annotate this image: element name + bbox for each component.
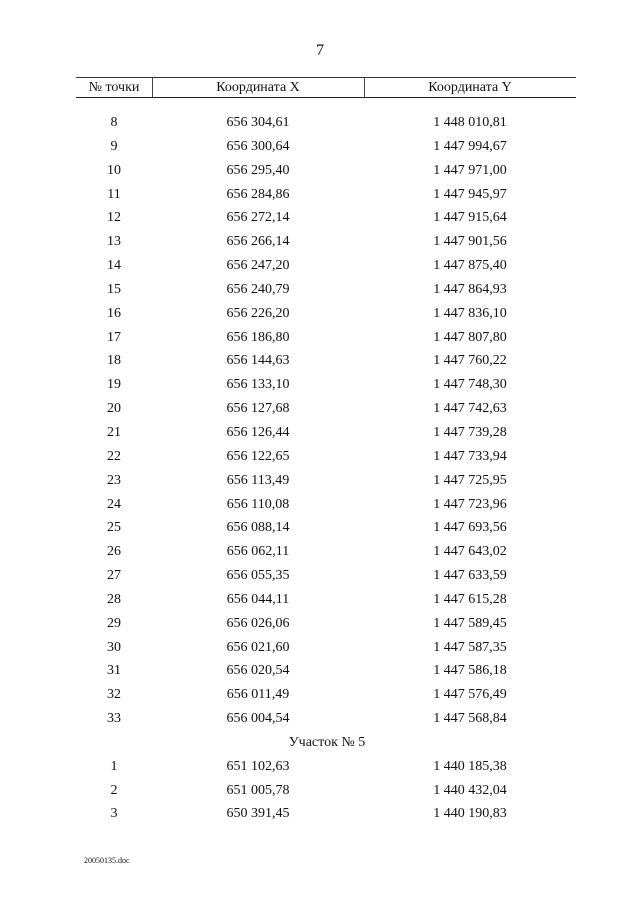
point-number: 2 xyxy=(110,782,118,798)
point-number: 26 xyxy=(107,544,121,560)
header-point-number: № точки xyxy=(88,80,140,95)
page-number: 7 xyxy=(316,42,324,59)
coordinate-x: 656 247,20 xyxy=(226,258,290,274)
coordinate-y: 1 447 643,02 xyxy=(433,544,507,560)
footer-filename: 20050135.doc xyxy=(84,856,130,865)
point-number: 15 xyxy=(107,281,121,297)
table-row xyxy=(0,280,640,304)
table-header xyxy=(76,77,576,98)
point-number: 10 xyxy=(107,162,121,178)
point-number: 27 xyxy=(107,568,121,584)
table-row xyxy=(0,423,640,447)
coordinate-x: 656 144,63 xyxy=(226,353,290,369)
point-number: 24 xyxy=(107,496,121,512)
point-number: 3 xyxy=(110,806,118,822)
point-number: 11 xyxy=(107,186,121,202)
header-coordinate-x: Координата X xyxy=(216,80,300,95)
coordinate-y: 1 447 836,10 xyxy=(433,305,507,321)
coordinate-x: 656 300,64 xyxy=(226,138,290,154)
table-row xyxy=(0,447,640,471)
point-number: 14 xyxy=(107,258,121,274)
table-row xyxy=(0,709,640,733)
table-row xyxy=(0,685,640,709)
point-number: 9 xyxy=(110,138,118,154)
table-row xyxy=(0,399,640,423)
coordinate-x: 656 062,11 xyxy=(226,544,290,560)
point-number: 1 xyxy=(110,758,118,774)
table-row xyxy=(0,328,640,352)
coordinate-y: 1 447 733,94 xyxy=(433,448,507,464)
point-number: 8 xyxy=(110,115,118,130)
coordinate-x: 656 088,14 xyxy=(226,520,290,536)
table-row xyxy=(0,137,640,161)
coordinate-y: 1 447 739,28 xyxy=(433,424,507,440)
coordinate-x: 651 102,63 xyxy=(226,758,290,774)
coordinate-x: 656 272,14 xyxy=(226,210,290,226)
coordinate-y: 1 447 568,84 xyxy=(433,711,507,727)
coordinate-y: 1 447 589,45 xyxy=(433,615,507,631)
table-row xyxy=(0,804,640,828)
table-row xyxy=(0,542,640,566)
table-row xyxy=(0,232,640,256)
coordinate-y: 1 447 901,56 xyxy=(433,234,507,250)
point-number: 29 xyxy=(107,615,121,631)
coordinate-x: 650 391,45 xyxy=(226,806,290,822)
point-number: 28 xyxy=(107,591,121,607)
point-number: 18 xyxy=(107,353,121,369)
coordinate-x: 656 127,68 xyxy=(226,401,290,417)
section-title: Участок № 5 xyxy=(288,734,366,750)
coordinate-y: 1 447 945,97 xyxy=(433,186,507,202)
coordinate-x: 656 304,61 xyxy=(226,115,290,130)
coordinate-x: 656 122,65 xyxy=(226,448,290,464)
table-row xyxy=(0,757,640,781)
coordinate-x: 656 240,79 xyxy=(226,281,290,297)
table-row xyxy=(0,185,640,209)
coordinate-y: 1 447 742,63 xyxy=(433,401,507,417)
point-number: 16 xyxy=(107,305,121,321)
coordinate-y: 1 440 185,38 xyxy=(433,758,507,774)
table-row xyxy=(0,590,640,614)
coordinate-x: 656 226,20 xyxy=(226,305,290,321)
table-row xyxy=(0,375,640,399)
coordinate-y: 1 447 875,40 xyxy=(433,258,507,274)
table-row xyxy=(0,208,640,232)
point-number: 31 xyxy=(107,663,121,679)
coordinate-y: 1 447 633,59 xyxy=(433,568,507,584)
table-row xyxy=(0,495,640,519)
coordinate-x: 656 295,40 xyxy=(226,162,290,178)
table-row xyxy=(0,161,640,185)
table-row xyxy=(0,781,640,805)
coordinate-x: 656 011,49 xyxy=(226,687,290,703)
header-coordinate-y: Координата Y xyxy=(428,80,512,95)
point-number: 32 xyxy=(107,687,121,703)
coordinate-y: 1 447 971,00 xyxy=(433,162,507,178)
table-row xyxy=(0,471,640,495)
coordinate-y: 1 447 615,28 xyxy=(433,591,507,607)
coordinate-x: 656 020,54 xyxy=(226,663,290,679)
coordinate-y: 1 447 586,18 xyxy=(433,663,507,679)
point-number: 13 xyxy=(107,234,121,250)
table-row xyxy=(0,614,640,638)
coordinates-table-body xyxy=(0,113,640,828)
table-row xyxy=(0,638,640,662)
coordinate-y: 1 447 725,95 xyxy=(433,472,507,488)
point-number: 22 xyxy=(107,448,121,464)
table-row xyxy=(0,518,640,542)
coordinate-x: 656 110,08 xyxy=(226,496,290,512)
coordinate-x: 651 005,78 xyxy=(226,782,290,798)
point-number: 20 xyxy=(107,401,121,417)
coordinate-x: 656 126,44 xyxy=(226,424,290,440)
coordinate-x: 656 055,35 xyxy=(226,568,290,584)
coordinate-y: 1 447 864,93 xyxy=(433,281,507,297)
coordinate-x: 656 044,11 xyxy=(226,591,290,607)
coordinate-x: 656 004,54 xyxy=(226,711,290,727)
table-row xyxy=(0,566,640,590)
coordinate-y: 1 447 760,22 xyxy=(433,353,507,369)
coordinate-y: 1 448 010,81 xyxy=(433,115,507,130)
coordinate-y: 1 447 723,96 xyxy=(433,496,507,512)
coordinate-x: 656 133,10 xyxy=(226,377,290,393)
table-row xyxy=(0,351,640,375)
table-row xyxy=(0,256,640,280)
table-row xyxy=(0,113,640,137)
coordinate-y: 1 447 576,49 xyxy=(433,687,507,703)
coordinate-x: 656 266,14 xyxy=(226,234,290,250)
point-number: 33 xyxy=(107,711,121,727)
coordinate-y: 1 447 807,80 xyxy=(433,329,507,345)
coordinate-x: 656 186,80 xyxy=(226,329,290,345)
coordinate-x: 656 026,06 xyxy=(226,615,290,631)
coordinate-y: 1 440 190,83 xyxy=(433,806,507,822)
coordinate-y: 1 447 748,30 xyxy=(433,377,507,393)
coordinate-y: 1 447 994,67 xyxy=(433,138,507,154)
coordinate-y: 1 440 432,04 xyxy=(433,782,507,798)
table-row xyxy=(0,304,640,328)
coordinate-x: 656 284,86 xyxy=(226,186,290,202)
point-number: 23 xyxy=(107,472,121,488)
point-number: 21 xyxy=(107,424,121,440)
point-number: 17 xyxy=(107,329,121,345)
point-number: 12 xyxy=(107,210,121,226)
coordinate-x: 656 021,60 xyxy=(226,639,290,655)
table-row xyxy=(0,661,640,685)
coordinate-x: 656 113,49 xyxy=(226,472,290,488)
point-number: 30 xyxy=(107,639,121,655)
coordinate-y: 1 447 693,56 xyxy=(433,520,507,536)
point-number: 19 xyxy=(107,377,121,393)
coordinate-y: 1 447 587,35 xyxy=(433,639,507,655)
point-number: 25 xyxy=(107,520,121,536)
coordinate-y: 1 447 915,64 xyxy=(433,210,507,226)
